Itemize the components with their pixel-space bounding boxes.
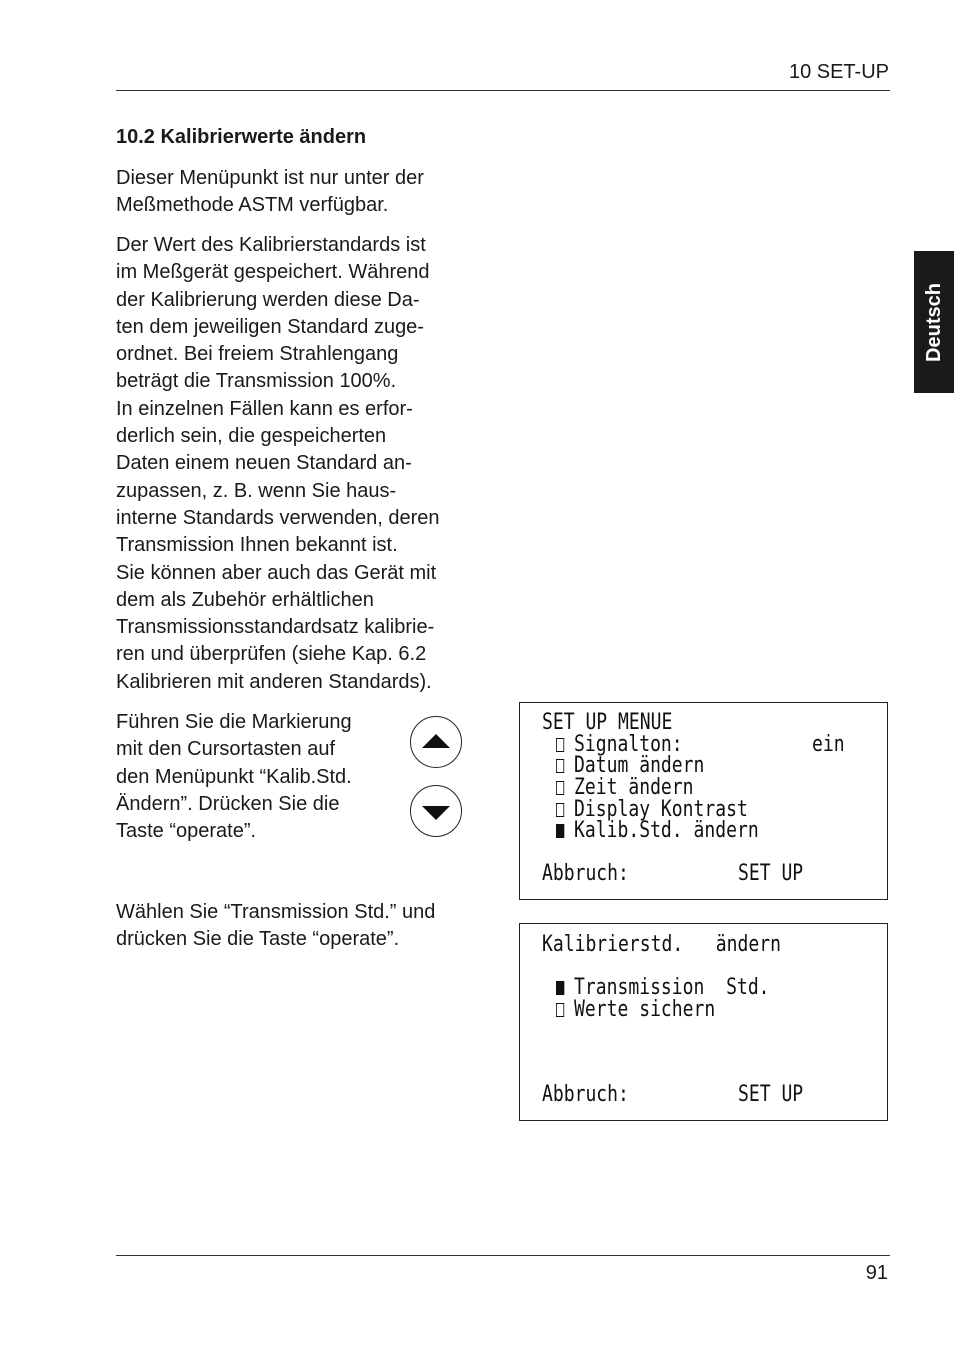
language-tab-label: Deutsch — [922, 282, 945, 362]
text-line: zupassen, z. B. wenn Sie haus- — [116, 479, 397, 502]
text-line: Kalibrieren mit anderen Standards). — [116, 670, 432, 693]
text-line: beträgt die Transmission 100%. — [116, 370, 397, 393]
setup-menu-display — [519, 702, 888, 900]
checkbox-icon — [556, 803, 564, 817]
checkbox-icon — [556, 1003, 564, 1017]
cursor-down-key — [410, 785, 462, 837]
cursor-up-key — [410, 716, 462, 768]
display-title: SET UP MENUE — [542, 710, 673, 735]
text-line: Wählen Sie “Transmission Std.” und — [116, 901, 436, 923]
text-line: Transmission Ihnen bekannt ist. — [116, 534, 398, 557]
text-line: ren und überprüfen (siehe Kap. 6.2 — [116, 643, 427, 666]
checkbox-filled-icon — [556, 824, 564, 838]
text-line: Meßmethode ASTM verfügbar. — [116, 194, 389, 217]
arrow-down-icon — [422, 806, 450, 820]
header-rule — [116, 90, 890, 91]
display-footer-right: SET UP — [738, 861, 804, 886]
checkbox-icon — [556, 759, 564, 773]
display-title: Kalibrierstd. ändern — [542, 932, 781, 957]
checkbox-filled-icon — [556, 981, 564, 995]
text-line: ordnet. Bei freiem Strahlengang — [116, 343, 399, 366]
text-line: den Menüpunkt “Kalib.Std. — [116, 765, 352, 788]
display-footer-right: SET UP — [738, 1082, 804, 1107]
display-footer-left: Abbruch: — [542, 1082, 629, 1107]
language-tab — [914, 251, 954, 393]
checkbox-icon — [556, 781, 564, 795]
menu-item-kontrast: Display Kontrast — [556, 799, 748, 821]
menu-item-datum: Datum ändern — [556, 755, 704, 777]
signalton-value: ein — [812, 732, 845, 757]
menu-item-signalton: Signalton: — [556, 734, 683, 756]
text-line: ten dem jeweiligen Standard zuge- — [116, 315, 424, 338]
intro-paragraph — [116, 165, 506, 220]
text-line: Führen Sie die Markierung — [116, 711, 352, 733]
menu-item-transmission: Transmission Std. — [556, 977, 770, 999]
menu-item-werte: Werte sichern — [556, 999, 715, 1021]
text-line: In einzelnen Fällen kann es erfor- — [116, 397, 413, 420]
text-line: dem als Zubehör erhältlichen — [116, 588, 374, 611]
section-heading: 10.2 Kalibrierwerte ändern — [116, 126, 367, 148]
page-number: 91 — [865, 1262, 888, 1284]
menu-item-zeit: Zeit ändern — [556, 777, 694, 799]
text-line: mit den Cursortasten auf — [116, 738, 335, 761]
menu-item-kalib: Kalib.Std. ändern — [556, 820, 759, 842]
text-line: Dieser Menüpunkt ist nur unter der — [116, 167, 424, 189]
step2-paragraph — [116, 899, 496, 954]
text-line: Der Wert des Kalibrierstandards ist — [116, 234, 426, 256]
text-line: interne Standards verwenden, deren — [116, 506, 440, 529]
body-paragraph — [116, 232, 506, 696]
text-line: der Kalibrierung werden diese Da- — [116, 288, 420, 311]
text-line: im Meßgerät gespeichert. Während — [116, 261, 430, 284]
text-line: Taste “operate”. — [116, 820, 257, 843]
text-line: Sie können aber auch das Gerät mit — [116, 561, 437, 584]
text-line: derlich sein, die gespeicherten — [116, 425, 387, 448]
text-line: drücken Sie die Taste “operate”. — [116, 928, 400, 951]
checkbox-icon — [556, 738, 564, 752]
footer-rule — [116, 1255, 890, 1256]
step1-paragraph — [116, 709, 406, 845]
calibration-display — [519, 923, 888, 1121]
chapter-header: 10 SET-UP — [788, 61, 889, 83]
arrow-up-icon — [422, 734, 450, 748]
display-footer-left: Abbruch: — [542, 861, 629, 886]
text-line: Transmissionsstandardsatz kalibrie- — [116, 616, 435, 639]
text-line: Daten einem neuen Standard an- — [116, 452, 412, 475]
text-line: Ändern”. Drücken Sie die — [116, 792, 340, 815]
